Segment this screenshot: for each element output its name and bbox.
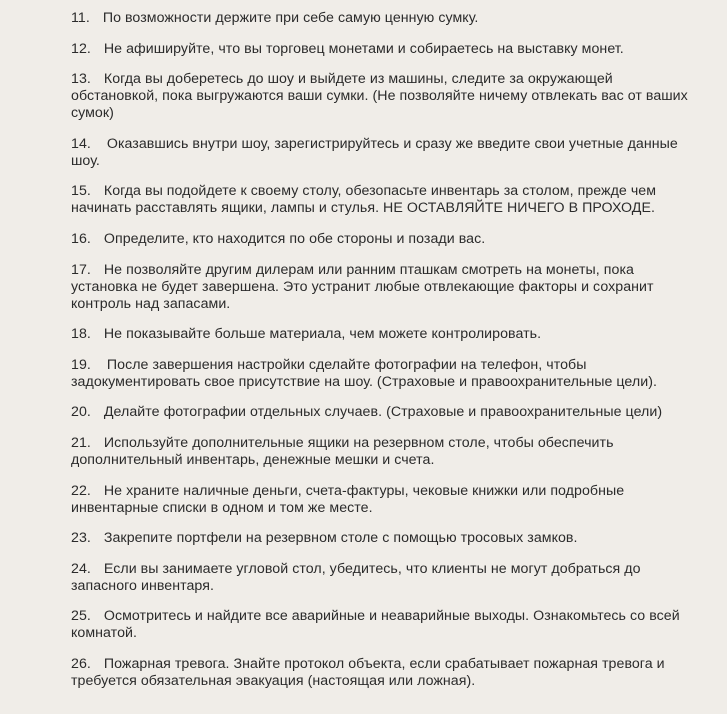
item-number: 21. xyxy=(71,434,91,451)
item-text: Не показывайте больше материала, чем можете контролировать. xyxy=(103,326,542,343)
item-number: 18. xyxy=(71,326,91,343)
item-number: 19. xyxy=(71,356,91,373)
item-text: Когда вы подойдете к своему столу, обезопасьте инвентарь за столом, прежде чем начинать расставлять ящики, лампы и стулья. НЕ ОСТАВЛЯЙТЕ НИЧЕГО В ПРОХОДЕ. xyxy=(71,183,657,217)
item-text: Не афишируйте, что вы торговец монетами и собираетесь на выставку монет. xyxy=(103,40,624,57)
item-text: По возможности держите при себе самую ценную сумку. xyxy=(102,10,479,26)
item-text: Когда вы доберетесь до шоу и выйдете из машины, следите за окружающей обстановкой, пока выгружаются ваши сумки. (Не позволяйте ничему отвлекать вас от ваших сумок) xyxy=(71,71,688,122)
list-item xyxy=(71,561,699,595)
item-number: 26. xyxy=(71,655,91,672)
list-item xyxy=(71,608,699,642)
list-item xyxy=(71,136,699,170)
item-number: 12. xyxy=(71,40,91,57)
list-item xyxy=(71,262,699,313)
item-number: 23. xyxy=(71,530,91,547)
list-item xyxy=(71,10,699,27)
item-number: 22. xyxy=(71,482,91,499)
item-text: Осмотритесь и найдите все аварийные и неаварийные выходы. Ознакомьтесь со всей комнатой. xyxy=(71,608,680,642)
item-text: После завершения настройки сделайте фотографии на телефон, чтобы задокументировать свое присутствие на шоу. (Страховые и правоохранительные цели). xyxy=(71,356,657,390)
item-number: 11. xyxy=(71,10,90,26)
list-item xyxy=(71,41,699,58)
item-text: Не храните наличные деньги, счета-фактуры, чековые книжки или подробные инвентарные списки в одном и том же месте. xyxy=(71,482,625,516)
item-text: Если вы занимаете угловой стол, убедитесь, что клиенты не могут добраться до запасного инвентаря. xyxy=(71,560,641,594)
list-item xyxy=(71,404,699,421)
item-text: Используйте дополнительные ящики на резервном столе, чтобы обеспечить дополнительный инвентарь, денежные мешки и счета. xyxy=(71,434,614,468)
item-text: Не позволяйте другим дилерам или ранним пташкам смотреть на монеты, пока установка не будет завершена. Это устранит любые отвлекающие факторы и сохранит контроль над запасами. xyxy=(71,261,654,312)
item-text: Оказавшись внутри шоу, зарегистрируйтесь и сразу же введите свои учетные данные шоу. xyxy=(71,135,678,169)
item-number: 24. xyxy=(71,560,91,577)
item-text: Определите, кто находится по обе стороны и позади вас. xyxy=(103,230,486,247)
item-number: 17. xyxy=(71,261,91,278)
item-number: 16. xyxy=(71,230,91,247)
item-number: 25. xyxy=(71,608,91,625)
item-text: Пожарная тревога. Знайте протокол объекта, если срабатывает пожарная тревога и требуется обязательная эвакуация (настоящая или ложная). xyxy=(71,655,665,689)
item-number: 14. xyxy=(71,135,91,152)
list-item xyxy=(71,71,699,122)
item-text: Делайте фотографии отдельных случаев. (Страховые и правоохранительные цели) xyxy=(103,404,663,421)
list-item xyxy=(71,326,699,343)
list-item xyxy=(71,231,699,248)
item-number: 15. xyxy=(71,183,91,200)
list-item xyxy=(71,656,699,690)
list-item xyxy=(71,530,699,547)
list-item xyxy=(71,435,699,469)
list-item xyxy=(71,483,699,517)
list-item xyxy=(71,183,699,217)
item-number: 13. xyxy=(71,71,91,88)
list-item xyxy=(71,357,699,391)
item-text: Закрепите портфели на резервном столе с помощью тросовых замков. xyxy=(103,530,578,547)
item-number: 20. xyxy=(71,404,91,421)
